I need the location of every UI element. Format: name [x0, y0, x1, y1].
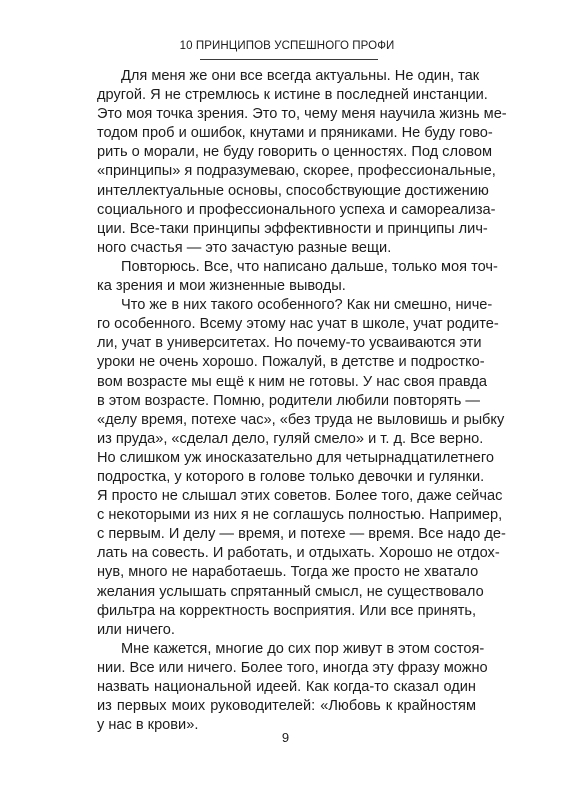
text-line: «делу время, потехе час», «без труда не выловишь и рыбку: [97, 411, 505, 428]
text-line: у нас в крови».: [97, 717, 199, 734]
text-line: с первым. И делу — время, и потехе — время. Все надо де-: [97, 526, 506, 543]
text-line: подростка, у которого в голове только девочки и гулянки.: [97, 468, 485, 485]
text-line: из первых моих руководителей: «Любовь к крайностям: [97, 698, 476, 715]
text-line: социального и профессионального успеха и самореализа-: [97, 201, 496, 218]
text-line: нув, много не наработаешь. Тогда же просто не хватало: [97, 564, 479, 581]
running-head-rule: [200, 59, 378, 60]
text-line: в этом возрасте. Помню, родители любили повторять —: [97, 392, 480, 409]
text-line: го особенного. Всему этому нас учат в школе, учат родите-: [97, 316, 499, 333]
page-number: 9: [281, 730, 290, 745]
text-line: тодом проб и ошибок, кнутами и пряниками. Не буду гово-: [97, 125, 493, 142]
text-line: ка зрения и мои жизненные выводы.: [97, 278, 346, 295]
text-line: желания услышать спрятанный смысл, не существовало: [97, 583, 484, 600]
text-line: интеллектуальные основы, способствующие достижению: [97, 182, 489, 199]
text-line: назвать национальной идеей. Как когда-то сказал один: [97, 679, 476, 695]
paragraph: [97, 258, 498, 296]
text-line: Что же в них такого особенного? Как ни смешно, ниче-: [121, 297, 493, 314]
text-line: из пруда», «сделал дело, гуляй смело» и т. д. Все верно.: [97, 430, 484, 447]
paragraph: [97, 296, 506, 640]
text-line: рить о морали, не буду говорить о ценностях. Под словом: [97, 144, 493, 161]
text-line: Я просто не слышал этих советов. Более того, даже сейчас: [97, 488, 503, 505]
body-text: [97, 67, 507, 735]
running-head-title: 10 ПРИНЦИПОВ УСПЕШНОГО ПРОФИ: [179, 40, 395, 52]
text-line: другой. Я не стремлюсь к истине в последней инстанции.: [97, 87, 488, 104]
text-line: лать на совесть. И работать, и отдыхать. Хорошо не отдох-: [97, 545, 500, 562]
text-line: с некоторыми из них я не соглашусь полностью. Например,: [97, 507, 503, 524]
text-line: или ничего.: [97, 621, 175, 638]
text-line: уроки не очень хорошо. Пожалуй, в детстве и подростко-: [97, 354, 485, 371]
text-line: Мне кажется, многие до сих пор живут в этом состоя-: [121, 640, 485, 657]
text-line: нии. Все или ничего. Более того, иногда эту фразу можно: [97, 659, 488, 676]
text-line: ного счастья — это зачастую разные вещи.: [97, 239, 392, 256]
paragraph: [97, 67, 507, 258]
text-line: ции. Все-таки принципы эффективности и принципы лич-: [97, 220, 488, 237]
text-line: Повторюсь. Все, что написано дальше, только моя точ-: [121, 258, 498, 275]
text-line: Но слишком уж иносказательно для четырнадцатилетнего: [97, 449, 495, 466]
text-line: Это моя точка зрения. Это то, чему меня научила жизнь ме-: [97, 106, 507, 123]
text-line: Для меня же они все всегда актуальны. Не один, так: [121, 68, 480, 84]
text-line: фильтра на корректность восприятия. Или все принять,: [97, 602, 477, 619]
text-line: вом возрасте мы ещё к ним не готовы. У нас своя правда: [97, 373, 488, 390]
paragraph: [97, 640, 488, 735]
text-line: ли, учат в университетах. Но почему-то усваиваются эти: [97, 335, 482, 352]
text-line: «принципы» я подразумеваю, скорее, профессиональные,: [97, 163, 496, 180]
